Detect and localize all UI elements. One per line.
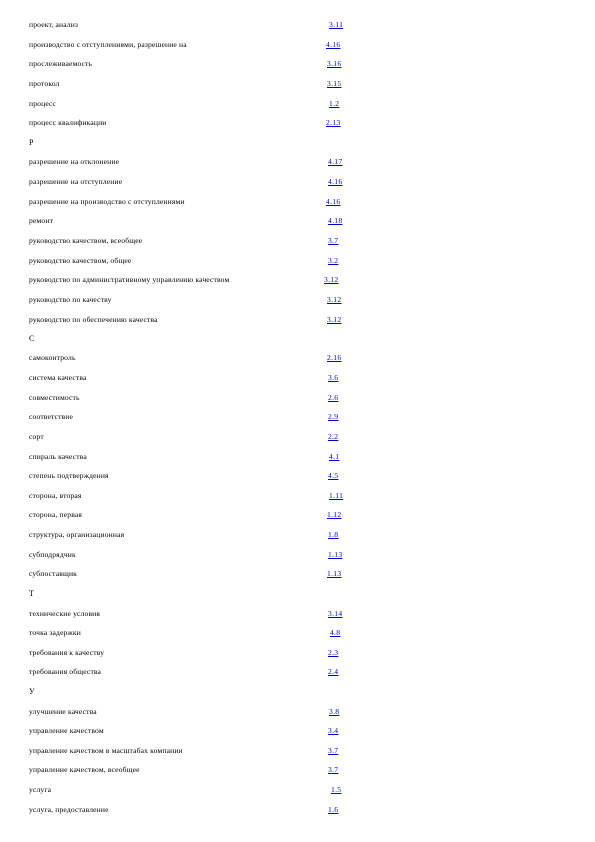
index-term: сорт bbox=[29, 432, 44, 441]
index-term: ремонт bbox=[29, 216, 54, 225]
section-reference-link[interactable]: 4.16 bbox=[326, 197, 341, 206]
index-entry bbox=[0, 569, 595, 585]
index-entry bbox=[0, 628, 595, 644]
index-entry bbox=[0, 197, 595, 213]
index-entry bbox=[0, 707, 595, 723]
letter-heading: Т bbox=[29, 589, 34, 598]
index-term: разрешение на производство с отступлениями bbox=[29, 197, 185, 206]
index-entry bbox=[0, 667, 595, 683]
letter-heading: С bbox=[29, 334, 35, 343]
section-reference-link[interactable]: 2.9 bbox=[328, 412, 339, 421]
section-reference-link[interactable]: 3.15 bbox=[327, 79, 342, 88]
section-reference-link[interactable]: 1.8 bbox=[328, 530, 339, 539]
section-reference-link[interactable]: 1.13 bbox=[328, 550, 343, 559]
index-term: точка задержки bbox=[29, 628, 81, 637]
index-letter-heading bbox=[0, 138, 595, 154]
index-entry bbox=[0, 452, 595, 468]
index-entry bbox=[0, 432, 595, 448]
section-reference-link[interactable]: 1.2 bbox=[329, 99, 340, 108]
section-reference-link[interactable]: 4.16 bbox=[326, 40, 341, 49]
section-reference-link[interactable]: 3.12 bbox=[327, 315, 342, 324]
section-reference-link[interactable]: 3.4 bbox=[328, 726, 339, 735]
section-reference-link[interactable]: 2.13 bbox=[326, 118, 341, 127]
section-reference-link[interactable]: 2.2 bbox=[328, 432, 339, 441]
index-entry bbox=[0, 609, 595, 625]
index-term: руководство по административному управлению качеством bbox=[29, 275, 230, 284]
index-term: процесс квалификации bbox=[29, 118, 107, 127]
index-term: структура, организационная bbox=[29, 530, 125, 539]
index-entry bbox=[0, 530, 595, 546]
section-reference-link[interactable]: 1.6 bbox=[328, 805, 339, 814]
index-entry bbox=[0, 40, 595, 56]
index-term: руководство по обеспечению качества bbox=[29, 315, 158, 324]
index-term: протокол bbox=[29, 79, 60, 88]
section-reference-link[interactable]: 2.6 bbox=[328, 393, 339, 402]
index-entry bbox=[0, 256, 595, 272]
index-entry bbox=[0, 471, 595, 487]
index-entry bbox=[0, 746, 595, 762]
index-entry bbox=[0, 157, 595, 173]
section-reference-link[interactable]: 4.5 bbox=[328, 471, 339, 480]
index-term: спираль качества bbox=[29, 452, 87, 461]
letter-heading: Р bbox=[29, 138, 34, 147]
index-entry bbox=[0, 491, 595, 507]
index-term: самоконтроль bbox=[29, 353, 76, 362]
index-entry bbox=[0, 275, 595, 291]
index-entry bbox=[0, 118, 595, 134]
section-reference-link[interactable]: 3.16 bbox=[327, 59, 342, 68]
section-reference-link[interactable]: 4.16 bbox=[328, 177, 343, 186]
index-entry bbox=[0, 20, 595, 36]
index-term: руководство качеством, всеобщее bbox=[29, 236, 143, 245]
index-entry bbox=[0, 99, 595, 115]
index-term: проект, анализ bbox=[29, 20, 79, 29]
index-term: управление качеством bbox=[29, 726, 104, 735]
index-entry bbox=[0, 373, 595, 389]
index-entry bbox=[0, 216, 595, 232]
index-term: процесс bbox=[29, 99, 57, 108]
index-term: услуга, предоставление bbox=[29, 805, 109, 814]
section-reference-link[interactable]: 3.7 bbox=[328, 746, 339, 755]
index-letter-heading bbox=[0, 687, 595, 703]
index-entry bbox=[0, 550, 595, 566]
section-reference-link[interactable]: 3.12 bbox=[324, 275, 339, 284]
index-letter-heading bbox=[0, 589, 595, 605]
section-reference-link[interactable]: 3.14 bbox=[328, 609, 343, 618]
section-reference-link[interactable]: 3.8 bbox=[329, 707, 340, 716]
index-term: сторона, первая bbox=[29, 510, 83, 519]
index-term: прослеживаемость bbox=[29, 59, 93, 68]
index-entry bbox=[0, 295, 595, 311]
index-entry bbox=[0, 79, 595, 95]
index-term: управление качеством в масштабах компании bbox=[29, 746, 183, 755]
index-term: совместимость bbox=[29, 393, 80, 402]
index-entry bbox=[0, 393, 595, 409]
section-reference-link[interactable]: 2.3 bbox=[328, 648, 339, 657]
section-reference-link[interactable]: 3.7 bbox=[328, 765, 339, 774]
section-reference-link[interactable]: 1.12 bbox=[327, 510, 342, 519]
index-term: руководство по качеству bbox=[29, 295, 112, 304]
index-term: услуга bbox=[29, 785, 52, 794]
index-entry bbox=[0, 805, 595, 821]
index-term: улучшение качества bbox=[29, 707, 97, 716]
index-term: разрешение на отклонение bbox=[29, 157, 120, 166]
index-letter-heading bbox=[0, 334, 595, 350]
section-reference-link[interactable]: 1.11 bbox=[329, 491, 344, 500]
index-entry bbox=[0, 59, 595, 75]
index-term: субпоставщик bbox=[29, 569, 78, 578]
section-reference-link[interactable]: 3.11 bbox=[329, 20, 344, 29]
index-entry bbox=[0, 785, 595, 801]
section-reference-link[interactable]: 3.12 bbox=[327, 295, 342, 304]
index-entry bbox=[0, 648, 595, 664]
section-reference-link[interactable]: 3.7 bbox=[328, 236, 339, 245]
index-entry bbox=[0, 412, 595, 428]
section-reference-link[interactable]: 3.2 bbox=[328, 256, 339, 265]
section-reference-link[interactable]: 4.17 bbox=[328, 157, 343, 166]
index-entry bbox=[0, 315, 595, 331]
index-term: разрешение на отступление bbox=[29, 177, 123, 186]
index-term: руководство качеством, общее bbox=[29, 256, 132, 265]
index-term: требования к качеству bbox=[29, 648, 105, 657]
section-reference-link[interactable]: 4.1 bbox=[329, 452, 340, 461]
section-reference-link[interactable]: 4.18 bbox=[328, 216, 343, 225]
section-reference-link[interactable]: 1.5 bbox=[331, 785, 342, 794]
section-reference-link[interactable]: 2.4 bbox=[328, 667, 339, 676]
index-term: требования общества bbox=[29, 667, 102, 676]
section-reference-link[interactable]: 1.13 bbox=[327, 569, 342, 578]
index-entry bbox=[0, 353, 595, 369]
letter-heading: У bbox=[29, 687, 35, 696]
index-entry bbox=[0, 726, 595, 742]
section-reference-link[interactable]: 3.6 bbox=[328, 373, 339, 382]
index-term: сторона, вторая bbox=[29, 491, 82, 500]
index-entry bbox=[0, 510, 595, 526]
index-term: система качества bbox=[29, 373, 87, 382]
index-term: управление качеством, всеобщее bbox=[29, 765, 140, 774]
index-term: соответствие bbox=[29, 412, 74, 421]
index-entry bbox=[0, 236, 595, 252]
index-term: степень подтверждения bbox=[29, 471, 109, 480]
index-entry bbox=[0, 177, 595, 193]
section-reference-link[interactable]: 4.8 bbox=[330, 628, 341, 637]
index-term: субподрядчик bbox=[29, 550, 76, 559]
index-term: производство с отступлениями, разрешение на bbox=[29, 40, 187, 49]
section-reference-link[interactable]: 2.16 bbox=[327, 353, 342, 362]
index-term: технические условия bbox=[29, 609, 101, 618]
index-entry bbox=[0, 765, 595, 781]
